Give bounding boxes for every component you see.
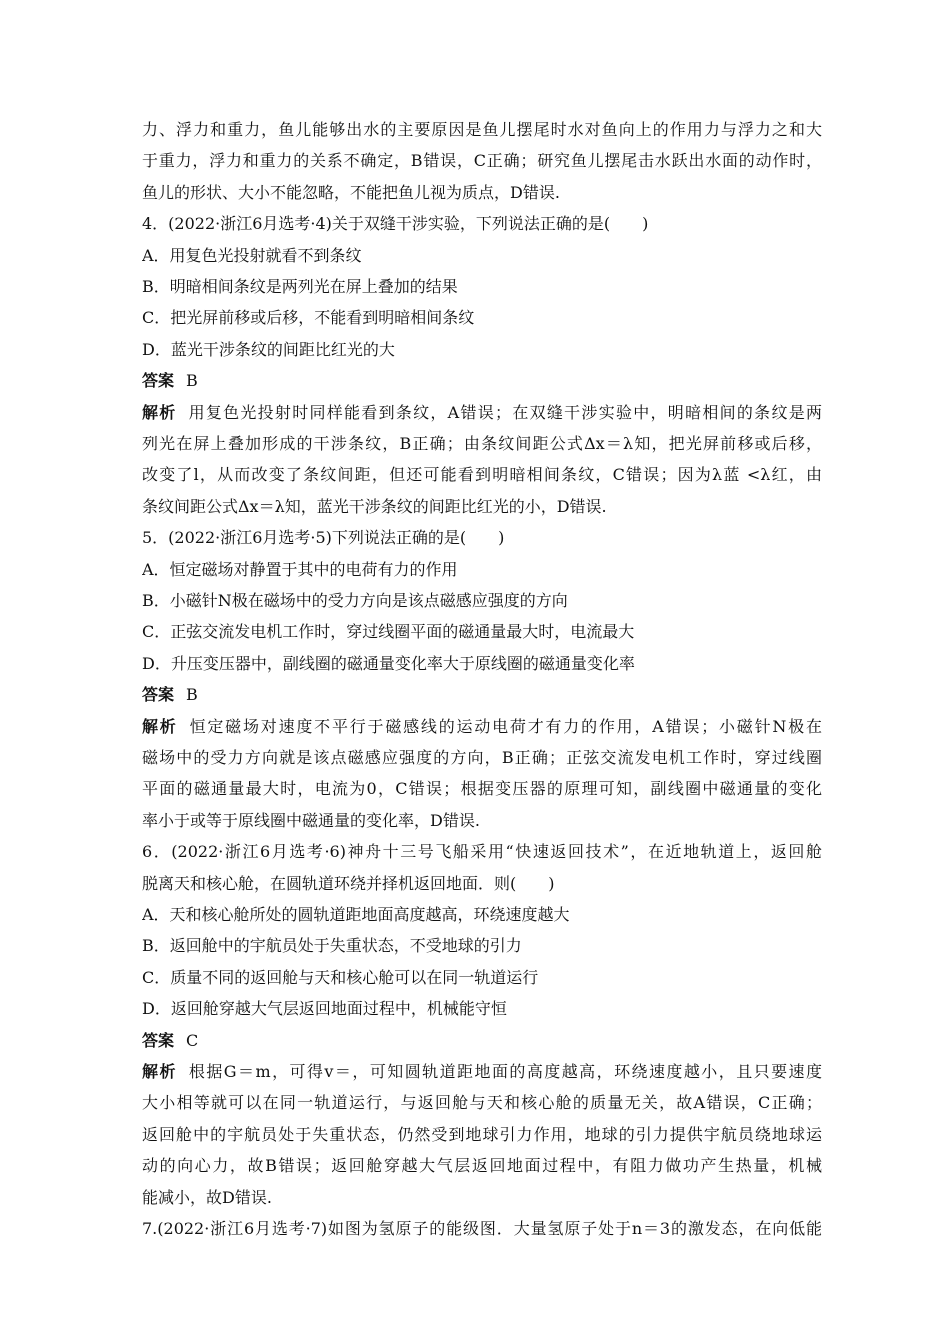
line-text: A．天和核心舱所处的圆轨道距地面高度越高，环绕速度越大 bbox=[142, 905, 570, 924]
analysis-line bbox=[142, 398, 822, 428]
line-text: D．返回舱穿越大气层返回地面过程中，机械能守恒 bbox=[142, 999, 507, 1019]
line-text: 率小于或等于原线圈中磁通量的变化率，D错误. bbox=[142, 810, 480, 830]
line-text: B bbox=[186, 371, 198, 391]
answer-line bbox=[142, 680, 822, 710]
line-text: C．质量不同的返回舱与天和核心舱可以在同一轨道运行 bbox=[142, 967, 539, 987]
line-text: D．蓝光干涉条纹的间距比红光的大 bbox=[142, 339, 395, 359]
line-text: C bbox=[186, 1030, 199, 1050]
text-line bbox=[142, 1088, 822, 1118]
analysis-label: 解析 bbox=[142, 716, 178, 736]
line-text: A．用复色光投射就看不到条纹 bbox=[142, 245, 362, 265]
text-line bbox=[142, 869, 822, 899]
line-text: 用复色光投射时同样能看到条纹，A错误；在双缝干涉实验中，明暗相间的条纹是两 bbox=[188, 402, 822, 422]
text-line bbox=[142, 1120, 822, 1150]
text-line bbox=[142, 1151, 822, 1181]
text-line bbox=[142, 931, 822, 961]
text-line bbox=[142, 1214, 822, 1244]
analysis-label: 解析 bbox=[142, 1062, 177, 1081]
text-line bbox=[142, 774, 822, 804]
line-text: 脱离天和核心舱，在圆轨道环绕并择机返回地面．则( ) bbox=[142, 873, 555, 893]
line-text: 恒定磁场对速度不平行于磁感线的运动电荷才有力的作用，A错误；小磁针N极在 bbox=[189, 716, 822, 736]
line-text: C．正弦交流发电机工作时，穿过线圈平面的磁通量最大时，电流最大 bbox=[142, 622, 635, 642]
line-text: 改变了l，从而改变了条纹间距，但还可能看到明暗相间条纹，C错误；因为λ蓝 <λ红，由 bbox=[142, 465, 822, 485]
text-line bbox=[142, 649, 822, 679]
text-line bbox=[142, 303, 822, 333]
line-text: C．把光屏前移或后移，不能看到明暗相间条纹 bbox=[142, 308, 475, 328]
line-text: 能减小，故D错误. bbox=[142, 1187, 272, 1207]
text-line bbox=[142, 994, 822, 1024]
line-text: 平面的磁通量最大时，电流为0，C错误；根据变压器的原理可知，副线圈中磁通量的变化 bbox=[142, 779, 822, 799]
text-line bbox=[142, 115, 822, 145]
text-line bbox=[142, 460, 822, 490]
line-text: 大小相等就可以在同一轨道运行，与返回舱与天和核心舱的质量无关，故A错误，C正确； bbox=[142, 1093, 822, 1113]
line-text: 条纹间距公式Δx＝λ知，蓝光干涉条纹的间距比红光的小，D错误. bbox=[142, 496, 607, 516]
text-line bbox=[142, 617, 822, 647]
answer-label: 答案 bbox=[142, 685, 175, 705]
line-text: 动的向心力，故B错误；返回舱穿越大气层返回地面过程中，有阻力做功产生热量，机械 bbox=[142, 1156, 822, 1176]
line-text: 力、浮力和重力，鱼儿能够出水的主要原因是鱼儿摆尾时水对鱼向上的作用力与浮力之和大 bbox=[142, 120, 822, 139]
line-text: B．返回舱中的宇航员处于失重状态，不受地球的引力 bbox=[142, 936, 522, 956]
text-line bbox=[142, 555, 822, 585]
answer-label: 答案 bbox=[142, 371, 175, 391]
text-line bbox=[142, 209, 822, 239]
line-text: 5．(2022·浙江6月选考·5)下列说法正确的是( ) bbox=[142, 528, 505, 548]
line-text: D．升压变压器中，副线圈的磁通量变化率大于原线圈的磁通量变化率 bbox=[142, 653, 635, 673]
analysis-line bbox=[142, 712, 822, 742]
answer-line bbox=[142, 1026, 822, 1056]
line-text: 返回舱中的宇航员处于失重状态，仍然受到地球引力作用，地球的引力提供宇航员绕地球运 bbox=[142, 1124, 822, 1144]
answer-line bbox=[142, 366, 822, 396]
text-line bbox=[142, 429, 822, 459]
text-line bbox=[142, 586, 822, 616]
text-line bbox=[142, 900, 822, 930]
line-text: 根据G＝m，可得v＝，可知圆轨道距地面的高度越高，环绕速度越小，且只要速度 bbox=[188, 1062, 822, 1081]
line-text: 7.(2022·浙江6月选考·7)如图为氢原子的能级图．大量氢原子处于n＝3的激发态，在向低能 bbox=[142, 1219, 822, 1238]
text-line bbox=[142, 272, 822, 302]
analysis-label: 解析 bbox=[142, 402, 177, 422]
text-line bbox=[142, 335, 822, 365]
text-line bbox=[142, 743, 822, 773]
line-text: A．恒定磁场对静置于其中的电荷有力的作用 bbox=[142, 559, 458, 579]
text-line bbox=[142, 806, 822, 836]
text-line bbox=[142, 837, 822, 867]
line-text: B．明暗相间条纹是两列光在屏上叠加的结果 bbox=[142, 277, 458, 296]
line-text: B．小磁针N极在磁场中的受力方向是该点磁感应强度的方向 bbox=[142, 591, 568, 610]
text-line bbox=[142, 178, 822, 208]
text-line bbox=[142, 523, 822, 553]
line-text: 6．(2022·浙江6月选考·6)神舟十三号飞船采用“快速返回技术”，在近地轨道上，返回舱 bbox=[142, 842, 822, 862]
line-text: B bbox=[186, 685, 198, 705]
line-text: 列光在屏上叠加形成的干涉条纹，B正确；由条纹间距公式Δx＝λ知，把光屏前移或后移， bbox=[142, 434, 822, 453]
text-line bbox=[142, 1183, 822, 1213]
text-line bbox=[142, 963, 822, 993]
text-line bbox=[142, 492, 822, 522]
text-line bbox=[142, 146, 822, 176]
answer-label: 答案 bbox=[142, 1030, 175, 1050]
analysis-line bbox=[142, 1057, 822, 1087]
line-text: 磁场中的受力方向就是该点磁感应强度的方向，B正确；正弦交流发电机工作时，穿过线圈 bbox=[142, 748, 822, 767]
line-text: 4．(2022·浙江6月选考·4)关于双缝干涉实验，下列说法正确的是( ) bbox=[142, 214, 649, 234]
text-line bbox=[142, 241, 822, 271]
line-text: 鱼儿的形状、大小不能忽略，不能把鱼儿视为质点，D错误. bbox=[142, 182, 560, 202]
line-text: 于重力，浮力和重力的关系不确定，B错误，C正确；研究鱼儿摆尾击水跃出水面的动作时， bbox=[142, 151, 822, 171]
